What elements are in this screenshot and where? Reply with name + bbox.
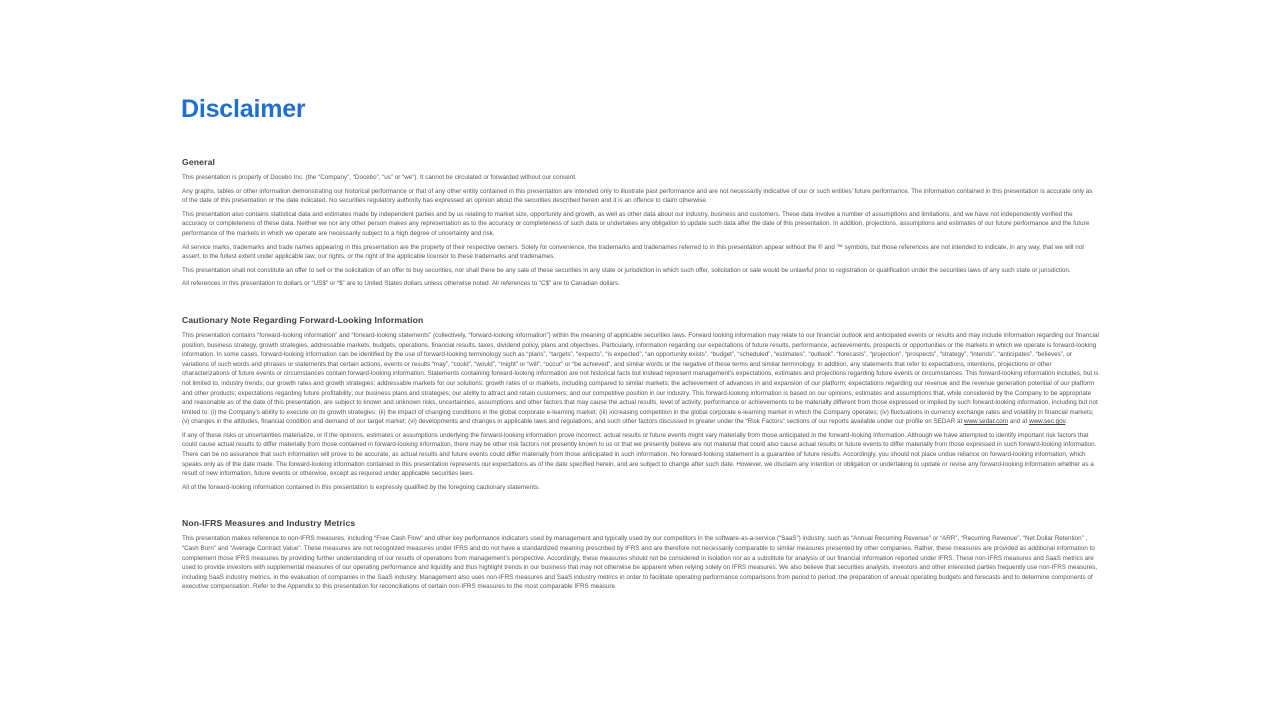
general-paragraph-4: All service marks, trademarks and trade names appearing in this presentation are the property of their respective owners. Solely for convenience, the trademarks and tradenames referred to in this presentation appear without the ® and ™ symbols, but those references are not intended to indicate, in any way, that we will not assert, to the fullest extent under applicable law, our rights, or the right of the applicable licensor to these trademarks and tradenames. [182,243,1084,261]
cautionary-section [182,315,1099,493]
general-paragraph-2: Any graphs, tables or other information demonstrating our historical performance or that of any other entity contained in this presentation are intended only to illustrate past performance and are not necessarily indicative of our or such entities’ future performance. The information contained in this presentation is accurate only as of the date of this presentation or the date indicated. No securities regulatory authority has expressed an opinion about the securities described herein and it is an offence to claim otherwise. [182,187,1093,205]
cautionary-paragraph-1 [182,331,1099,427]
non-ifrs-section [182,518,1099,592]
general-heading: General [182,157,216,167]
cautionary-paragraph-3: All of the forward-looking information contained in this presentation is expressly qualified by the foregoing cautionary statements. [182,483,540,491]
non-ifrs-paragraph-1: This presentation makes reference to non-IFRS measures, including “Free Cash Flow” and other key performance indicators used by management and typically used by our competitors in the software-as-a-service (“SaaS”) industry, such as “Annual Recurring Revenue” or “ARR”, “Recurring Revenue”, “Net Dollar Retention” , “Cash Burn” and “Average Contract Value”. These measures are not recognized measures under IFRS and do not have a standardized meaning prescribed by IFRS and are therefore not necessarily comparable to similar measures presented by other companies. Rather, these measures are provided as additional information to complement those IFRS measures by providing further understanding of our results of operations from management’s perspective. Accordingly, these measures should not be considered in isolation nor as a substitute for analysis of our financial information reported under IFRS. These non-IFRS measures and SaaS metrics are used to provide investors with supplemental measures of our operating performance and liquidity and thus highlight trends in our business that may not otherwise be apparent when relying solely on IFRS measures. We also believe that securities analysts, investors and other interested parties frequently use non-IFRS measures, including SaaS industry metrics, in the evaluation of companies in the SaaS industry. Management also uses non-IFRS measures and SaaS industry metrics in order to facilitate operating performance comparisons from period to period, the preparation of annual operating budgets and forecasts and to determine components of executive compensation. Refer to the Appendix to this presentation for reconciliations of certain non-IFRS measures to the most comparable IFRS measure. [182,535,1098,591]
sedar-link[interactable]: www.sedar.com [963,418,1009,426]
general-paragraph-6: All references in this presentation to dollars or “US$” or “$” are to United States dollars unless otherwise noted. All references to “C$” are to Canadian dollars. [182,280,620,288]
cautionary-heading: Cautionary Note Regarding Forward-Looking Information [182,314,424,325]
cautionary-paragraph-1-mid: and at [1008,418,1030,426]
cautionary-paragraph-2: If any of these risks or uncertainties materialize, or if the opinions, estimates or assumptions underlying the forward-looking information prove incorrect, actual results or future events might vary materially from those anticipated in the forward-looking information. Although we have attempted to identify important risk factors that could cause actual results to differ materially from those contained in forward-looking information, there may be other risk factors not presently known to us or that we presently believe are not material that could also cause actual results or future events to differ materially from those expressed in such forward-looking information. There can be no assurance that such information will prove to be accurate, as actual results and future events could differ materially from those anticipated in such information. No forward-looking statement is a guarantee of future results. Accordingly, you should not place undue reliance on forward-looking information, which speaks only as of the date made. The forward-looking information contained in this presentation represents our expectations as of the date specified herein, and are subject to change after such date. However, we disclaim any intention or obligation or undertaking to update or revise any forward-looking information whether as a result of new information, future events or otherwise, except as required under applicable securities laws. [182,431,1097,478]
page-title: Disclaimer [181,95,306,123]
general-paragraph-5: This presentation shall not constitute an offer to sell or the solicitation of an offer to buy securities, nor shall there be any sale of these securities in any state or jurisdiction in which such offer, solicitation or sale would be unlawful prior to registration or qualification under the securities laws of any such state or jurisdiction. [182,266,1071,274]
cautionary-paragraph-1-end: . [1065,418,1068,426]
general-section [182,157,1099,289]
disclaimer-body [182,157,1099,596]
general-paragraph-1: This presentation is property of Docebo Inc. (the “Company”, “Docebo”, “us” or “we”). It cannot be circulated or forwarded without our consent. [182,174,577,181]
cautionary-paragraph-1-text: This presentation contains “forward-looking information” and “forward-looking statements” (collectively, “forward-looking information”) within the meaning of applicable securities laws. Forward looking information may relate to our financial outlook and anticipated events or results and may include information regarding our financial position, business strategy, growth strategies, addressable markets, budgets, operations, financial results, taxes, dividend policy, plans and objectives. Particularly, information regarding our expectations of future results, performance, achievements, prospects or opportunities or the markets in which we operate is forward-looking information. In some cases, forward-looking information can be identified by the use of forward-looking terminology such as “plans”, “targets”, “expects”, “is expected”, “an opportunity exists”, “budget”, “scheduled”, “estimates”, “outlook”, “forecasts”, “projection”, “prospects”, “strategy”, “intends”, “anticipates”, “believes”, or variations of such words and phrases or statements that certain actions, events or results “may”, “could”, “would”, “might” or “will”, “occur” or “be achieved”, and similar words or the negative of these terms and similar terminology. In addition, any statements that refer to expectations, intentions, projections or other characterizations of future events or circumstances contain forward-looking information. Statements containing forward-looking information are not historical facts but instead represent management’s expectations, estimates and projections regarding future events or circumstances. This forward-looking information includes, but is not limited to, industry trends; our growth rates and growth strategies; addressable markets for our solutions; growth rates of or markets, including compared to similar markets; the achievement of advances in and expansion of our platform; expectations regarding our revenue and the revenue generation potential of our platform and other products; expectations regarding future profitability; our business plans and strategies; our ability to attract and retain customers; and our competitive position in our industry. This forward-looking information is based on our opinions, estimates and assumptions that, while considered by the Company to be appropriate and reasonable as of the date of this presentation, are subject to known and unknown risks, uncertainties, assumptions and other factors that may cause the actual results, level of activity, performance or achievements to be materially different from those expressed or implied by such forward-looking information, including but not limited to: (i) the Company’s ability to execute on its growth strategies; (ii) the impact of changing conditions in the global corporate e-learning market; (iii) increasing competition in the global corporate e-learning market in which the Company operates; (iv) fluctuations in currency exchange rates and volatility in financial markets; (v) changes in the attitudes, financial condition and demand of our target market; (vi) developments and changes in applicable laws and regulations; and such other factors discussed in greater under the “Risk Factors” sections of our reports available under our profile on SEDAR at [182,331,1099,426]
sec-link[interactable]: www.sec.gov [1029,418,1066,426]
general-paragraph-3: This presentation also contains statistical data and estimates made by independent parties and by us relating to market size, opportunity and growth, as well as other data about our industry, business and customers. These data involve a number of assumptions and limitations, and we have not independently verified the accuracy or completeness of these data. Neither we nor any other person makes any representation as to the accuracy or completeness of such data or undertakes any obligation to update such data after the date of this presentation. In addition, projections, assumptions and estimates of our future performance and the future performance of the markets in which we operate are necessarily subject to a high degree of uncertainty and risk. [182,210,1090,237]
non-ifrs-heading: Non-IFRS Measures and Industry Metrics [182,518,356,529]
